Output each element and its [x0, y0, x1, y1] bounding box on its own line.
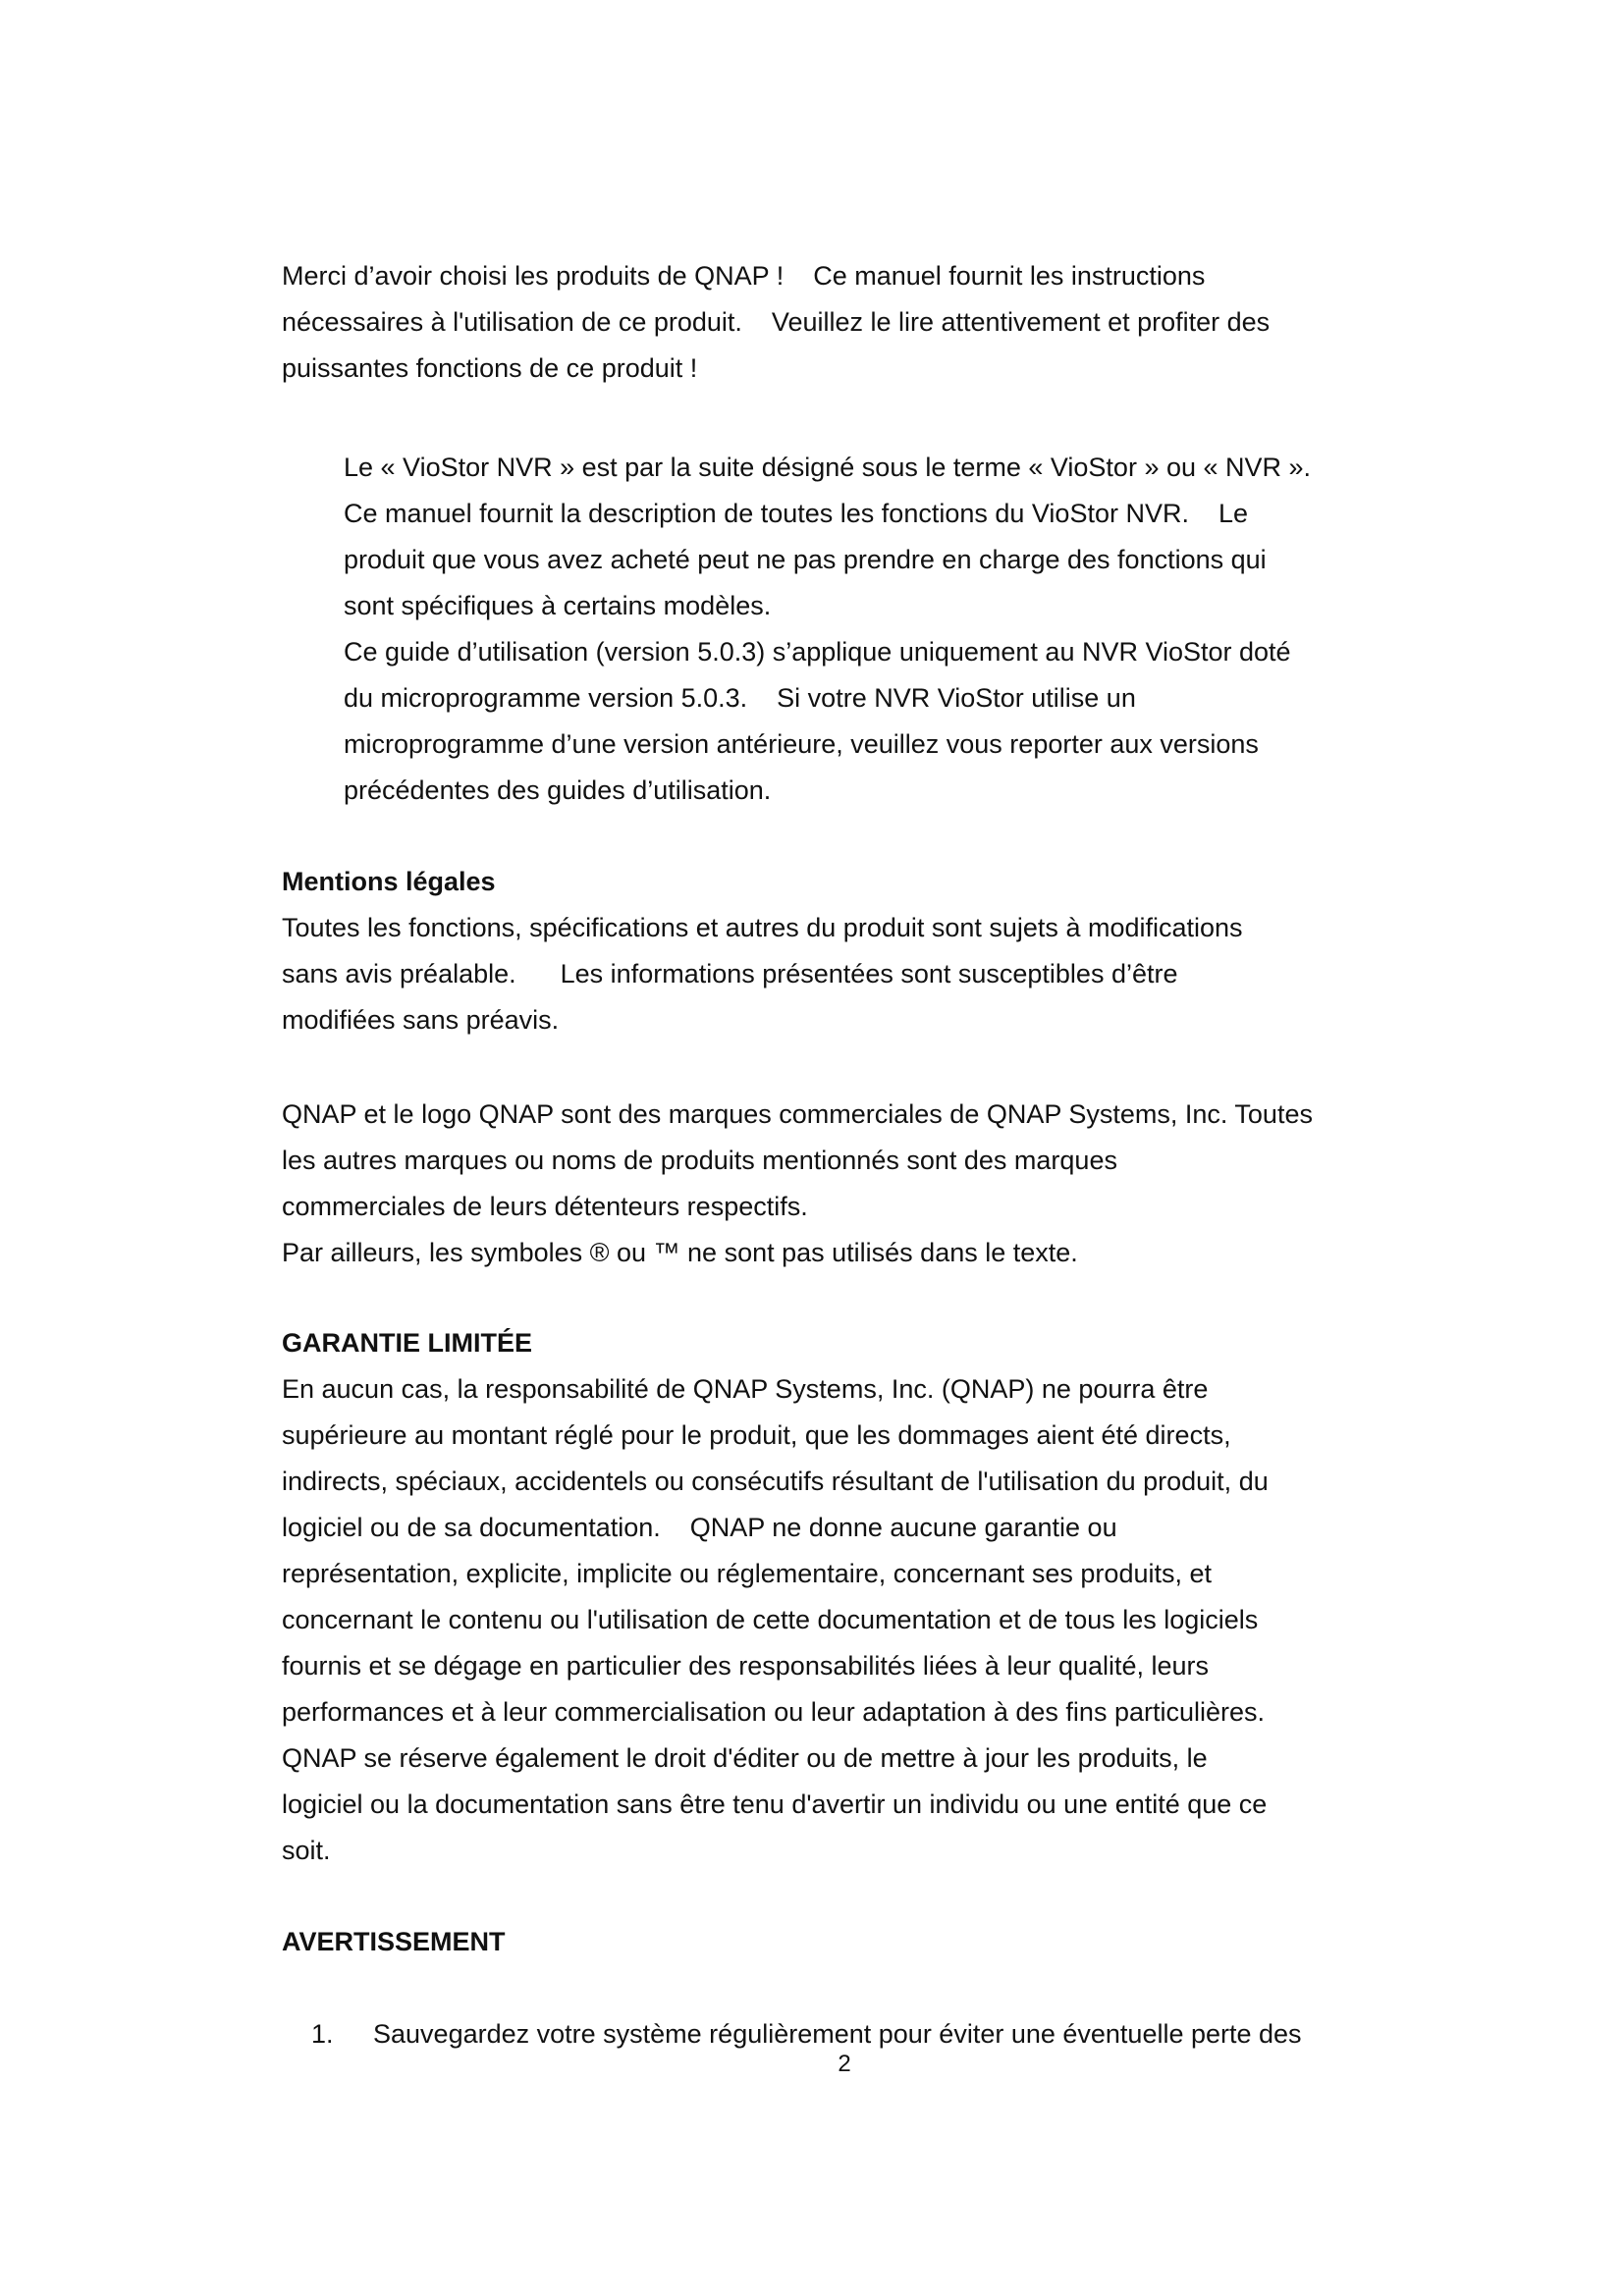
warranty-line: représentation, explicite, implicite ou réglementaire, concernant ses produits, et — [282, 1559, 1212, 1588]
warranty-line: concernant le contenu ou l'utilisation de cette documentation et de tous les logiciels — [282, 1605, 1259, 1634]
legal-line: QNAP et le logo QNAP sont des marques commerciales de QNAP Systems, Inc. Toutes — [282, 1099, 1313, 1129]
legal-line: Par ailleurs, les symboles ® ou ™ ne sont pas utilisés dans le texte. — [282, 1238, 1078, 1267]
warranty-line: performances et à leur commercialisation ou leur adaptation à des fins particulières. — [282, 1697, 1266, 1727]
warranty-heading: GARANTIE LIMITÉE — [282, 1328, 532, 1358]
intro-line: Merci d’avoir choisi les produits de QNAP ! Ce manuel fournit les instructions — [282, 261, 1206, 291]
warning-heading: AVERTISSEMENT — [282, 1927, 506, 1956]
legal-line: les autres marques ou noms de produits mentionnés sont des marques — [282, 1146, 1117, 1175]
warranty-paragraph — [282, 1366, 1362, 1874]
warranty-line: En aucun cas, la responsabilité de QNAP Systems, Inc. (QNAP) ne pourra être — [282, 1374, 1209, 1404]
warranty-line: fournis et se dégage en particulier des responsabilités liées à leur qualité, leurs — [282, 1651, 1210, 1681]
notes-line: sont spécifiques à certains modèles. — [344, 591, 772, 620]
notes-line: du microprogramme version 5.0.3. Si votre NVR VioStor utilise un — [344, 683, 1136, 713]
legal-line: sans avis préalable. Les informations présentées sont susceptibles d’être — [282, 959, 1178, 988]
notes-line: Le « VioStor NVR » est par la suite désigné sous le terme « VioStor » ou « NVR ». — [344, 453, 1312, 482]
legal-paragraph-2 — [282, 1092, 1362, 1276]
notes-paragraph — [344, 445, 1365, 814]
warranty-line: soit. — [282, 1836, 331, 1865]
warranty-line: QNAP se réserve également le droit d'éditer ou de mettre à jour les produits, le — [282, 1743, 1208, 1773]
warning-item-text: Sauvegardez votre système régulièrement pour éviter une éventuelle perte des — [373, 2019, 1302, 2049]
notes-line: Ce manuel fournit la description de toutes les fonctions du VioStor NVR. Le — [344, 499, 1249, 528]
warranty-line: supérieure au montant réglé pour le produit, que les dommages aient été directs, — [282, 1420, 1231, 1450]
warning-item-number: 1. — [311, 2019, 334, 2049]
intro-paragraph — [282, 253, 1362, 392]
warranty-line: logiciel ou de sa documentation. QNAP ne donne aucune garantie ou — [282, 1513, 1117, 1542]
legal-line: modifiées sans préavis. — [282, 1005, 560, 1035]
intro-line: puissantes fonctions de ce produit ! — [282, 353, 698, 383]
legal-line: Toutes les fonctions, spécifications et autres du produit sont sujets à modifications — [282, 913, 1243, 942]
warning-list-item — [282, 1965, 1302, 2104]
page-number: 2 — [838, 2051, 851, 2077]
warranty-line: indirects, spéciaux, accidentels ou consécutifs résultant de l'utilisation du produit, du — [282, 1467, 1269, 1496]
legal-paragraph-1 — [282, 905, 1362, 1043]
notes-line: produit que vous avez acheté peut ne pas prendre en charge des fonctions qui — [344, 545, 1267, 574]
legal-line: commerciales de leurs détenteurs respectifs. — [282, 1192, 808, 1221]
notes-line: microprogramme d’une version antérieure, veuillez vous reporter aux versions — [344, 729, 1259, 759]
legal-heading: Mentions légales — [282, 867, 496, 896]
warranty-line: logiciel ou la documentation sans être tenu d'avertir un individu ou une entité que ce — [282, 1789, 1268, 1819]
notes-line: précédentes des guides d’utilisation. — [344, 775, 772, 805]
intro-line: nécessaires à l'utilisation de ce produit. Veuillez le lire attentivement et profiter des — [282, 307, 1271, 337]
notes-line: Ce guide d’utilisation (version 5.0.3) s’applique uniquement au NVR VioStor doté — [344, 637, 1291, 667]
